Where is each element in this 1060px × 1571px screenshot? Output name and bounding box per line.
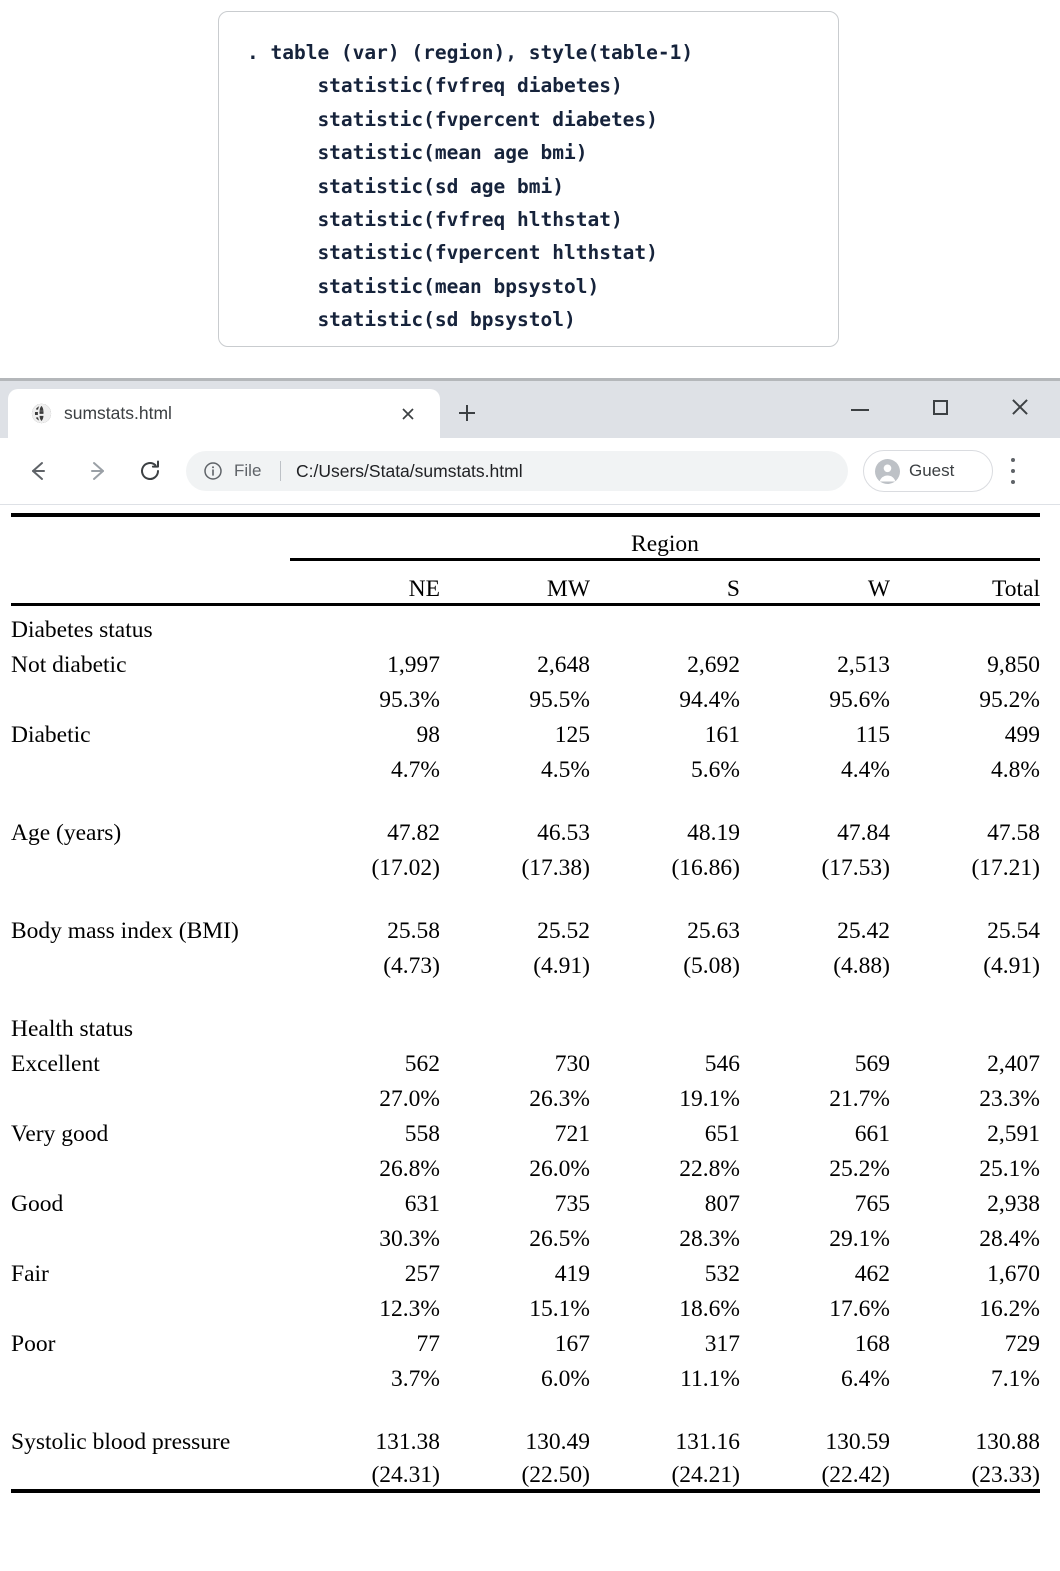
cell-s: 5.6% <box>691 757 740 783</box>
cell-total: 2,938 <box>987 1191 1040 1217</box>
cell-s: 48.19 <box>687 820 740 846</box>
profile-button-guest[interactable] <box>863 450 993 492</box>
row-label <box>11 1078 290 1113</box>
cell-w: 661 <box>854 1121 890 1147</box>
row-label <box>11 847 290 882</box>
column-header-s: S <box>726 575 740 602</box>
browser-toolbar <box>0 438 1060 504</box>
cell-mw: 125 <box>554 722 590 748</box>
table-row <box>11 1456 1040 1491</box>
cell-ne: 12.3% <box>379 1296 440 1322</box>
stata-command-line: statistic(fvpercent diabetes) <box>247 107 658 131</box>
table-row <box>11 1043 1040 1078</box>
cell-total: 23.3% <box>979 1086 1040 1112</box>
cell-w: 130.59 <box>825 1429 890 1455</box>
cell-total: 2,407 <box>987 1051 1040 1077</box>
spacer-cell <box>11 784 1040 812</box>
cell-mw: 2,648 <box>537 652 590 678</box>
cell-mw: 46.53 <box>537 820 590 846</box>
cell-ne: 27.0% <box>379 1086 440 1112</box>
row-label: Good <box>11 1191 64 1217</box>
tab-strip <box>0 381 1060 438</box>
cell-total: 2,591 <box>987 1121 1040 1147</box>
section-spacer <box>11 882 1040 910</box>
table-row <box>11 644 1040 679</box>
table-row <box>11 1183 1040 1218</box>
stata-command-text <box>247 36 693 337</box>
stata-command-box <box>218 11 839 347</box>
close-window-button[interactable] <box>980 384 1060 430</box>
stata-command-line: . table (var) (region), style(table-1) <box>247 41 694 64</box>
cell-total: 1,670 <box>987 1261 1040 1287</box>
forward-button[interactable] <box>78 451 118 491</box>
column-header-w: W <box>867 575 890 602</box>
row-label: Diabetic <box>11 722 91 748</box>
row-label <box>11 1148 290 1183</box>
cell-mw: 735 <box>554 1191 590 1217</box>
maximize-button[interactable] <box>900 384 980 430</box>
cell-s: 18.6% <box>679 1296 740 1322</box>
row-label <box>11 945 290 980</box>
cell-w: 17.6% <box>829 1296 890 1322</box>
url-text[interactable]: C:/Users/Stata/sumstats.html <box>296 461 523 481</box>
table-row <box>11 1421 1040 1456</box>
spacer-cell <box>11 980 1040 1008</box>
cell-w: (22.42) <box>821 1462 890 1488</box>
empty-cell <box>440 609 590 644</box>
cell-ne: (4.73) <box>383 953 440 979</box>
cell-w: (4.88) <box>833 953 890 979</box>
empty-cell <box>290 1008 440 1043</box>
row-label <box>11 1456 290 1491</box>
cell-mw: (22.50) <box>521 1462 590 1488</box>
cell-mw: 419 <box>554 1261 590 1287</box>
cell-w: 2,513 <box>837 652 890 678</box>
row-header-cell <box>11 564 290 604</box>
table-row <box>11 945 1040 980</box>
row-label: Excellent <box>11 1051 100 1077</box>
section-heading: Diabetes status <box>11 617 153 643</box>
cell-s: 317 <box>704 1331 740 1357</box>
empty-cell <box>590 1008 740 1043</box>
cell-ne: 26.8% <box>379 1156 440 1182</box>
table-row <box>11 847 1040 882</box>
cell-w: 29.1% <box>829 1226 890 1252</box>
cell-ne: 98 <box>416 722 440 748</box>
cell-total: 9,850 <box>987 652 1040 678</box>
column-header-total: Total <box>992 575 1040 602</box>
cell-s: 532 <box>704 1261 740 1287</box>
globe-icon <box>30 402 53 425</box>
row-label <box>11 1218 290 1253</box>
table-row <box>11 1253 1040 1288</box>
cell-s: 19.1% <box>679 1086 740 1112</box>
cell-total: 4.8% <box>991 757 1040 783</box>
column-header-row <box>11 564 1040 604</box>
corner-cell <box>11 521 290 559</box>
cell-ne: 631 <box>404 1191 440 1217</box>
cell-ne: 4.7% <box>391 757 440 783</box>
table-row <box>11 749 1040 784</box>
cell-w: 4.4% <box>841 757 890 783</box>
stata-command-line: statistic(mean bpsystol) <box>247 274 600 298</box>
cell-s: (16.86) <box>671 855 740 881</box>
cell-s: 161 <box>704 722 740 748</box>
table-row <box>11 714 1040 749</box>
row-label: Body mass index (BMI) <box>11 918 239 944</box>
cell-ne: 95.3% <box>379 687 440 713</box>
url-separator <box>280 461 281 481</box>
table-row <box>11 1358 1040 1393</box>
section-spacer <box>11 980 1040 1008</box>
row-label: Age (years) <box>11 820 122 846</box>
cell-w: 115 <box>855 722 890 748</box>
cell-mw: 4.5% <box>541 757 590 783</box>
cell-total: 25.1% <box>979 1156 1040 1182</box>
page-content <box>0 505 1060 1571</box>
cell-w: 47.84 <box>837 820 890 846</box>
minimize-button[interactable] <box>820 384 900 430</box>
empty-cell <box>440 1008 590 1043</box>
cell-s: 131.16 <box>675 1429 740 1455</box>
avatar-icon <box>875 459 900 484</box>
empty-cell <box>590 609 740 644</box>
cell-mw: 730 <box>554 1051 590 1077</box>
section-heading: Health status <box>11 1016 134 1042</box>
window-controls <box>820 384 1060 430</box>
column-group-header-row <box>11 521 1040 559</box>
cell-total: 7.1% <box>991 1366 1040 1392</box>
cell-s: (5.08) <box>683 953 740 979</box>
column-group-header: Region <box>631 530 699 557</box>
cell-s: 2,692 <box>687 652 740 678</box>
spacer-cell <box>11 882 1040 910</box>
row-label: Fair <box>11 1261 49 1287</box>
table-row <box>11 910 1040 945</box>
url-scheme-label: File <box>234 461 262 480</box>
stata-command-line: statistic(sd age bmi) <box>247 174 564 198</box>
section-spacer <box>11 1393 1040 1421</box>
cell-total: 25.54 <box>987 918 1040 944</box>
table-row <box>11 1148 1040 1183</box>
column-header-mw: MW <box>546 575 590 602</box>
cell-s: 94.4% <box>679 687 740 713</box>
cell-s: 651 <box>704 1121 740 1147</box>
cell-ne: 1,997 <box>387 652 440 678</box>
table-row <box>11 1323 1040 1358</box>
cell-total: (23.33) <box>971 1462 1040 1488</box>
cell-s: 11.1% <box>680 1366 740 1392</box>
section-heading-row <box>11 1008 1040 1043</box>
cell-total: 729 <box>1004 1331 1040 1357</box>
cell-mw: 6.0% <box>541 1366 590 1392</box>
cell-ne: 558 <box>404 1121 440 1147</box>
cell-mw: 26.3% <box>529 1086 590 1112</box>
row-label: Systolic blood pressure <box>11 1429 231 1455</box>
cell-ne: 131.38 <box>375 1429 440 1455</box>
column-header-ne: NE <box>408 575 440 602</box>
table-row <box>11 812 1040 847</box>
cell-w: 21.7% <box>829 1086 890 1112</box>
back-button[interactable] <box>18 451 58 491</box>
cell-w: 765 <box>854 1191 890 1217</box>
row-label <box>11 679 290 714</box>
table-bottom-rule <box>11 1491 1040 1497</box>
table-row <box>11 1078 1040 1113</box>
cell-ne: 257 <box>404 1261 440 1287</box>
row-label: Very good <box>11 1121 109 1147</box>
cell-ne: 77 <box>416 1331 440 1357</box>
table-row <box>11 679 1040 714</box>
spacer-cell <box>11 1393 1040 1421</box>
cell-total: 47.58 <box>987 820 1040 846</box>
row-label: Not diabetic <box>11 652 127 678</box>
section-spacer <box>11 784 1040 812</box>
cell-mw: 95.5% <box>529 687 590 713</box>
new-tab-button[interactable] <box>452 398 482 428</box>
cell-w: 6.4% <box>841 1366 890 1392</box>
empty-cell <box>740 1008 890 1043</box>
cell-w: 25.42 <box>837 918 890 944</box>
empty-cell <box>740 609 890 644</box>
cell-w: 95.6% <box>829 687 890 713</box>
empty-cell <box>890 1008 1040 1043</box>
tab-title: sumstats.html <box>64 403 172 423</box>
cell-ne: 3.7% <box>391 1366 440 1392</box>
cell-ne: (24.31) <box>371 1462 440 1488</box>
cell-total: 28.4% <box>979 1226 1040 1252</box>
profile-label: Guest <box>909 461 955 480</box>
cell-mw: (4.91) <box>533 953 590 979</box>
empty-cell <box>890 609 1040 644</box>
cell-w: 168 <box>854 1331 890 1357</box>
cell-mw: 721 <box>554 1121 590 1147</box>
cell-ne: 47.82 <box>387 820 440 846</box>
stata-command-line: statistic(fvfreq hlthstat) <box>247 208 623 232</box>
cell-total: 130.88 <box>975 1429 1040 1455</box>
cell-ne: (17.02) <box>371 855 440 881</box>
row-label <box>11 749 290 784</box>
cell-w: 25.2% <box>829 1156 890 1182</box>
cell-mw: 167 <box>554 1331 590 1357</box>
stata-command-line: statistic(fvpercent hlthstat) <box>247 241 658 265</box>
info-circle-icon[interactable] <box>203 461 223 481</box>
cell-s: 28.3% <box>679 1226 740 1252</box>
stata-command-line: statistic(mean age bmi) <box>247 141 588 165</box>
summary-statistics-table <box>11 513 1040 1497</box>
cell-total: (4.91) <box>983 953 1040 979</box>
cell-s: 807 <box>704 1191 740 1217</box>
row-label <box>11 1358 290 1393</box>
cell-mw: 15.1% <box>529 1296 590 1322</box>
address-bar[interactable] <box>186 451 848 491</box>
browser-tab-sumstats[interactable] <box>8 389 440 438</box>
cell-w: 569 <box>854 1051 890 1077</box>
row-label: Poor <box>11 1331 56 1357</box>
cell-s: (24.21) <box>671 1462 740 1488</box>
cell-ne: 562 <box>404 1051 440 1077</box>
stata-command-line: statistic(sd bpsystol) <box>247 308 576 332</box>
cell-w: 462 <box>854 1261 890 1287</box>
table-row <box>11 1113 1040 1148</box>
rule-cell <box>11 1491 1040 1497</box>
stata-command-line: statistic(fvfreq diabetes) <box>247 74 623 98</box>
close-tab-icon[interactable] <box>398 404 418 424</box>
kebab-menu-icon[interactable] <box>1010 458 1016 484</box>
cell-mw: (17.38) <box>521 855 590 881</box>
cell-w: (17.53) <box>821 855 890 881</box>
row-label <box>11 1288 290 1323</box>
cell-ne: 30.3% <box>379 1226 440 1252</box>
cell-mw: 26.0% <box>529 1156 590 1182</box>
table-row <box>11 1218 1040 1253</box>
cell-mw: 130.49 <box>525 1429 590 1455</box>
cell-total: 95.2% <box>979 687 1040 713</box>
cell-s: 22.8% <box>679 1156 740 1182</box>
cell-total: (17.21) <box>971 855 1040 881</box>
cell-s: 546 <box>704 1051 740 1077</box>
cell-ne: 25.58 <box>387 918 440 944</box>
cell-total: 499 <box>1004 722 1040 748</box>
browser-window <box>0 378 1060 1571</box>
cell-total: 16.2% <box>979 1296 1040 1322</box>
table-row <box>11 1288 1040 1323</box>
section-heading-row <box>11 609 1040 644</box>
reload-button[interactable] <box>130 451 170 491</box>
empty-cell <box>290 609 440 644</box>
cell-mw: 25.52 <box>537 918 590 944</box>
cell-mw: 26.5% <box>529 1226 590 1252</box>
stata-command-region <box>0 0 1060 378</box>
cell-s: 25.63 <box>687 918 740 944</box>
